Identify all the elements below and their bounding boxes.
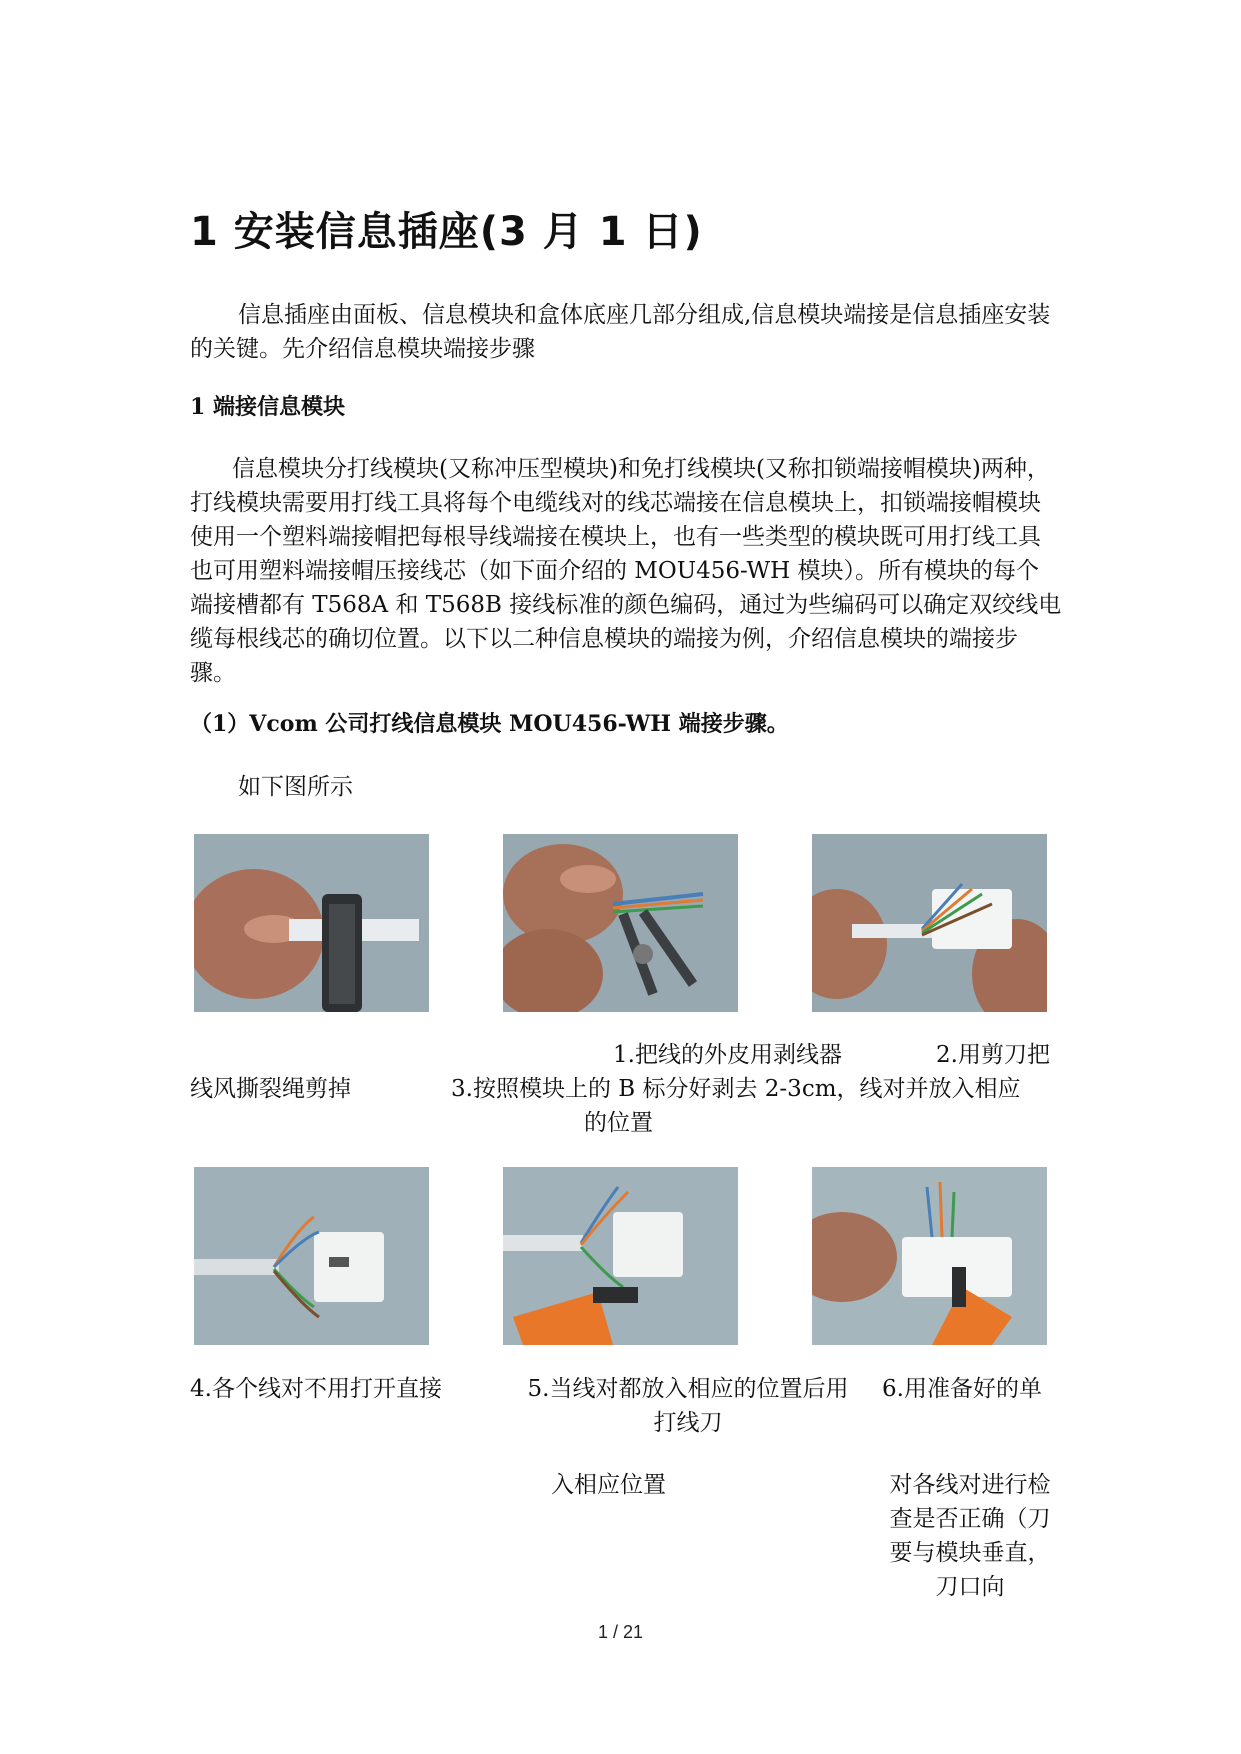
photo-straight-pairs — [194, 1167, 429, 1345]
caption-step6: 6.用准备好的单 — [882, 1376, 1042, 1402]
figure-lead-text: 如下图所示 — [238, 774, 353, 800]
caption-step2-end: 线风撕裂绳剪掉 — [190, 1076, 351, 1102]
caption-step3: 3.按照模块上的 B 标分好剥去 2-3cm，线对并放入相应 — [451, 1076, 1021, 1102]
photo-place-wires — [812, 834, 1047, 1012]
page-title: 1 安装信息插座(3 月 1 日) — [190, 209, 703, 255]
caption-step5: 5.当线对都放入相应的位置后用打线刀 — [527, 1376, 849, 1436]
photo-check-wires — [812, 1167, 1047, 1345]
caption-step2-start: 2.用剪刀把 — [936, 1042, 1050, 1068]
caption-step3-tail: 的位置 — [584, 1110, 653, 1136]
photo-punch-tool — [503, 1167, 738, 1345]
caption-step1: 1.把线的外皮用剥线器 — [613, 1042, 842, 1068]
caption-step4: 4.各个线对不用打开直接 — [190, 1376, 442, 1402]
caption-step5-tail: 入相应位置 — [551, 1472, 666, 1498]
photo-strip-cable — [194, 834, 429, 1012]
intro-paragraph: 信息插座由面板、信息模块和盒体底座几部分组成,信息模块端接是信息插座安装的关键。先介绍信息模块端接步骤 — [190, 302, 1051, 362]
page-number: 1 / 21 — [597, 1622, 644, 1642]
section-heading: 1 端接信息模块 — [190, 394, 345, 420]
sub-heading: （1）Vcom 公司打线信息模块 MOU456-WH 端接步骤。 — [190, 711, 789, 737]
caption-step6-tail: 对各线对进行检查是否正确（刀要与模块垂直，刀口向 — [889, 1472, 1051, 1600]
photo-cut-thread — [503, 834, 738, 1012]
section-body-paragraph: 信息模块分打线模块(又称冲压型模块)和免打线模块(又称扣锁端接帽模块)两种，打线模块需要用打线工具将每个电缆线对的线芯端接在信息模块上，扣锁端接帽模块使用一个塑料端接帽把每根导线端接在模块上，也有一些类型的模块既可用打线工具也可用塑料端接帽压接线芯（如下面介绍的 MOU456-WH 模块）。所有模块的每个端接槽都有 T568A 和 T568B 接线标准的颜色编码，通过为些编码可以确定双绞线电缆每根线芯的确切位置。以下以二种信息模块的端接为例，介绍信息模块的端接步骤。 — [190, 456, 1062, 686]
